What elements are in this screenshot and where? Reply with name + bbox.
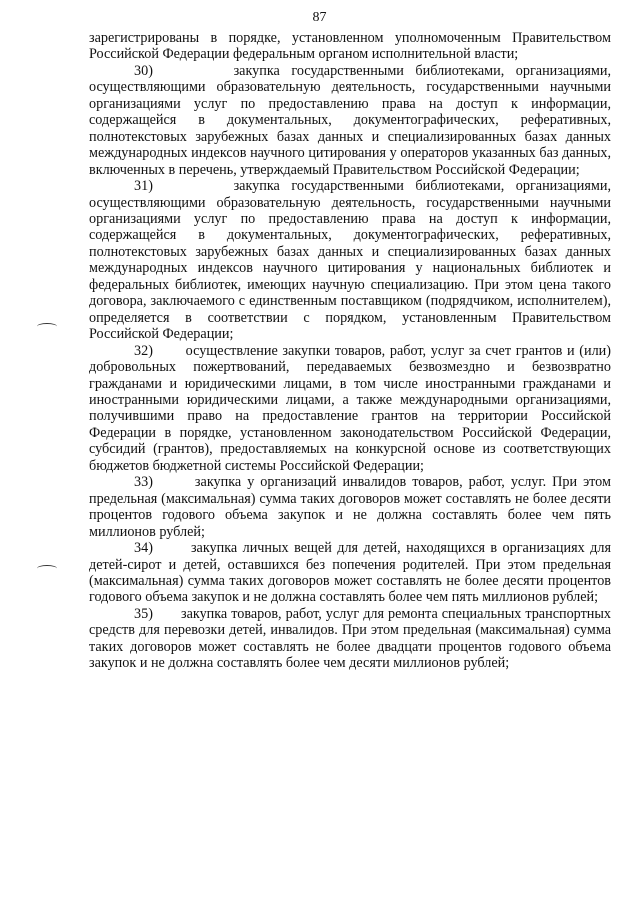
paragraph-item-34: 34) закупка личных вещей для детей, находящихся в организациях для детей-сирот и детей, оставшихся без попечения родителей. При этом предельная (максимальная) сумма таких договоров может составлять не более десяти процентов годового объема закупок и не должна составлять более чем пять миллионов рублей; <box>89 540 611 606</box>
paragraph-item-33: 33) закупка у организаций инвалидов товаров, работ, услуг. При этом предельная (максимальная) сумма таких договоров может составлять не более десяти процентов годового объема закупок и не должна составлять более чем пять миллионов рублей; <box>89 474 611 540</box>
paragraph-item-31: 31) закупка государственными библиотеками, организациями, осуществляющими образовательную деятельность, государственными научными организациями услуг по предоставлению права на доступ к информации, содержащейся в документальных, документографических, реферативных, полнотекстовых зарубежных базах данных и специализированных базах данных международных индексов научного цитирования у национальных библиотек и федеральных библиотек, имеющих научную специализацию. При этом цена такого договора, заключаемого с единственным поставщиком (подрядчиком, исполнителем), определяется в соответствии с порядком, установленным Правительством Российской Федерации; <box>89 178 611 343</box>
page-number: 87 <box>312 10 327 25</box>
paragraph-item-32: 32) осуществление закупки товаров, работ, услуг за счет грантов и (или) добровольных пожертвований, передаваемых безвозмездно и безвозвратно гражданами и юридическими лицами, в том числе иностранными гражданами и иностранными юридическими лицами, а также международными организациями, получившими право на предоставление грантов на территории Российской Федерации в порядке, установленном законодательством Российской Федерации, субсидий (грантов), предоставляемых на конкурсной основе из соответствующих бюджетов бюджетной системы Российской Федерации; <box>89 342 611 474</box>
paragraph-continuation: зарегистрированы в порядке, установленном уполномоченным Правительством Российской Федерации федеральным органом исполнительной власти; <box>89 30 611 63</box>
margin-mark <box>37 323 57 330</box>
paragraph-item-30: 30) закупка государственными библиотеками, организациями, осуществляющими образовательную деятельность, государственными научными организациями услуг по предоставлению права на доступ к информации, содержащейся в документальных, документографических, реферативных, полнотекстовых зарубежных базах данных и специализированных базах данных международных индексов научного цитирования у операторов указанных баз данных, включенных в перечень, утверждаемый Правительством Российской Федерации; <box>89 62 611 178</box>
document-text <box>89 30 611 672</box>
paragraph-item-35: 35) закупка товаров, работ, услуг для ремонта специальных транспортных средств для перевозки детей, инвалидов. При этом предельная (максимальная) сумма таких договоров может составлять не более двадцати процентов годового объема закупок и не должна составлять более чем десяти миллионов рублей; <box>89 605 611 672</box>
margin-mark <box>37 565 57 572</box>
